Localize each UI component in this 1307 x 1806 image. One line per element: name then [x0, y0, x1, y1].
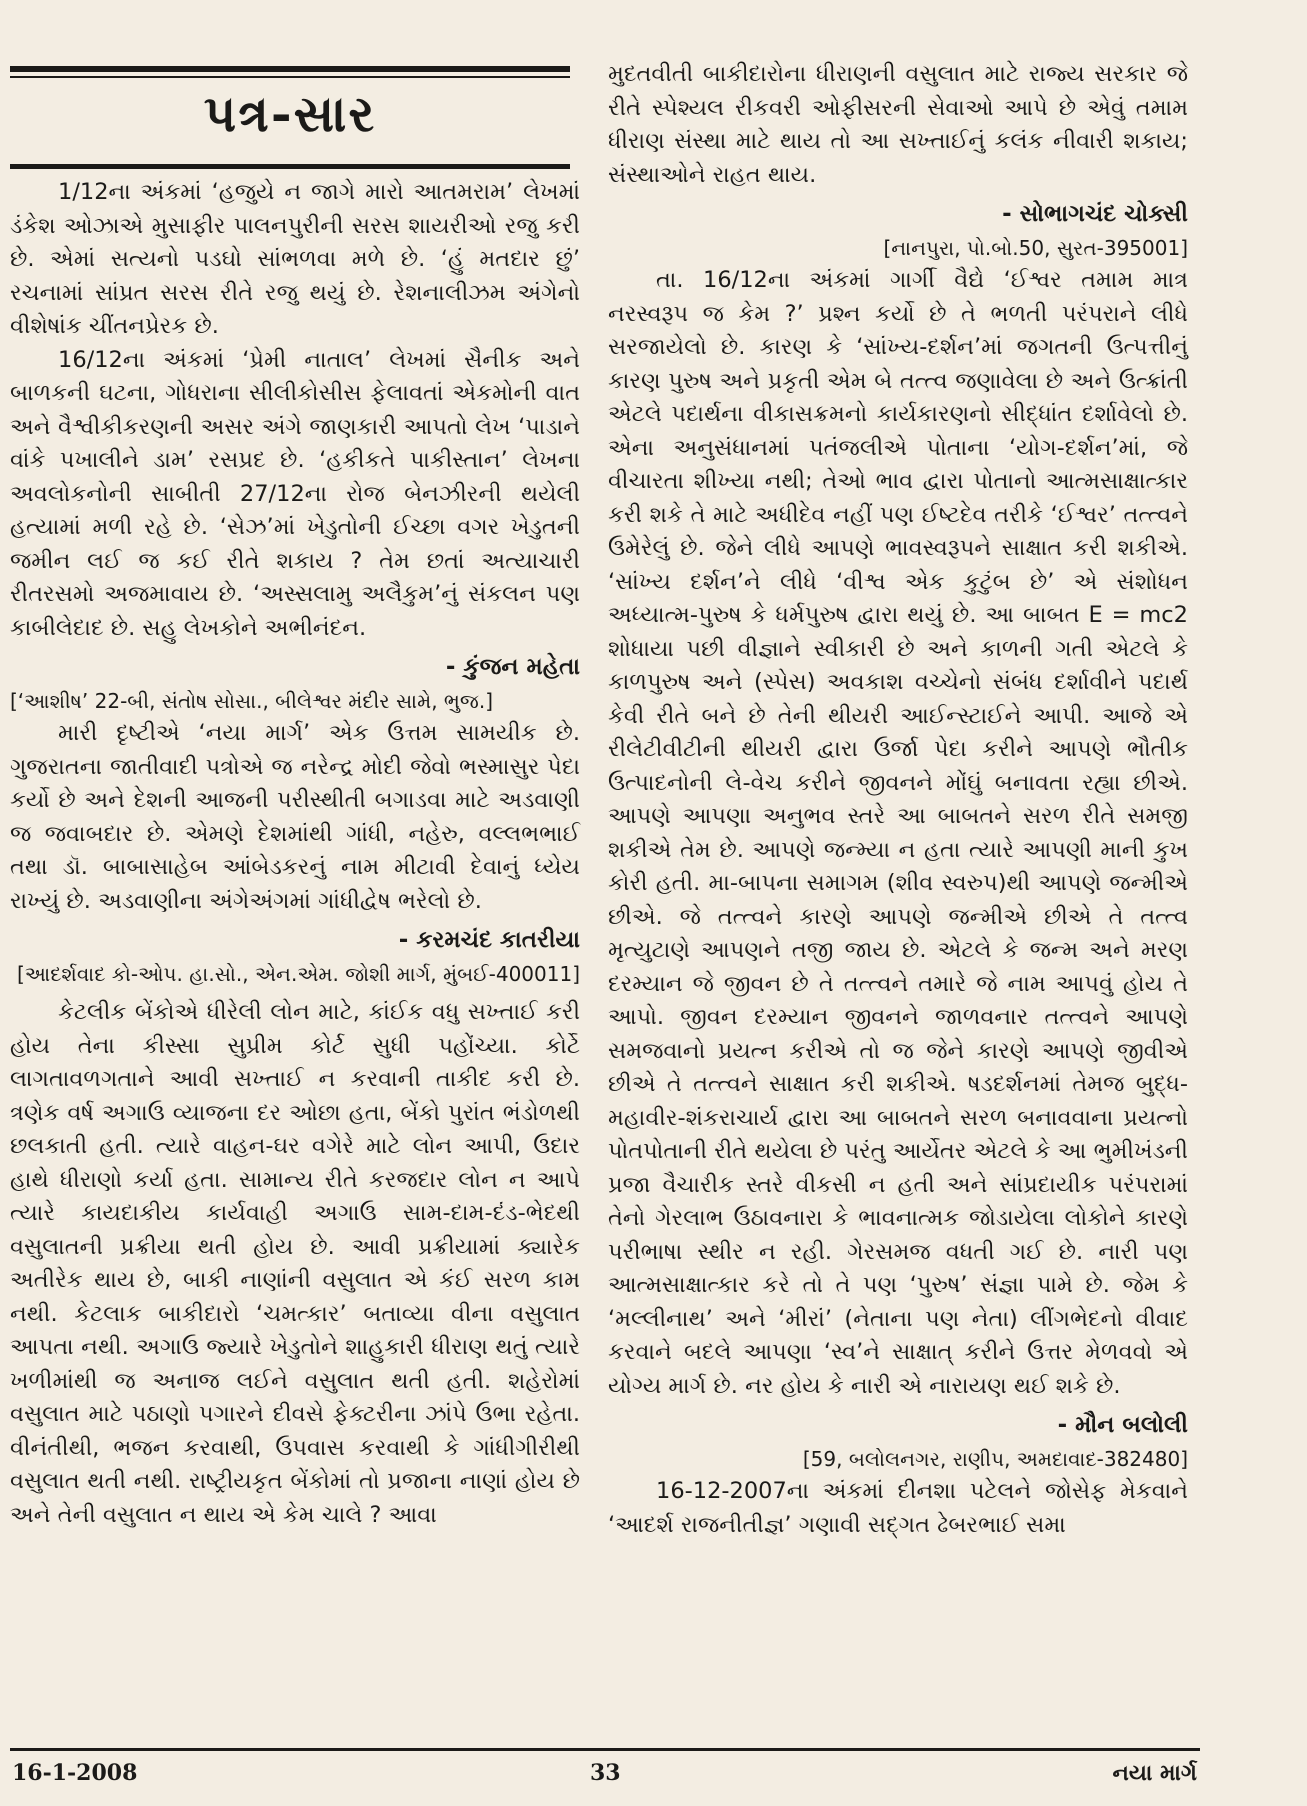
letter-3-signature: - સોભાગચંદ ચોક્સી: [1002, 201, 1188, 227]
letter-2-signature: - કરમચંદ કાતરીયા: [398, 927, 580, 953]
letter-1: [10, 176, 580, 717]
letter-2-address: [આદર્શવાદ કો-ઓપ. હા.સો., એન.એમ. જોશી માર્ગ, મુંબઈ-400011]: [17, 962, 580, 986]
footer-rule: [10, 1748, 1200, 1751]
letter-4-address: [59, બલોલનગર, રાણીપ, અમદાવાદ-382480]: [802, 1447, 1188, 1471]
letter-2: [10, 717, 580, 990]
letter-3-continued-paragraph: મુદતવીતી બાકીદારોના ધીરાણની વસુલાત માટે રાજ્ય સરકાર જે રીતે સ્પેશ્યલ રીકવરી ઓફીસરની સેવાઓ આપે છે એવું તમામ ધીરાણ સંસ્થા માટે થાય તો આ સખ્તાઈનું કલંક નીવારી શકાય; સંસ્થાઓને રાહત થાય.: [608, 61, 1188, 188]
letter-1-paragraph-2: 16/12ના અંકમાં ‘પ્રેમી નાતાલ’ લેખમાં સૈનીક અને બાળકની ઘટના, ગોધરાના સીલીકોસીસ ફેલાવતાં એકમોની વાત અને વૈશ્વીકીકરણની અસર અંગે જાણકારી આપતો લેખ ‘પાડાને વાંકે પખાલીને ડામ’ રસપ્રદ છે. ‘હકીકતે પાકીસ્તાન’ લેખના અવલોકનોની સાબીતી 27/12ના રોજ બેનઝીરની થયેલી હત્યામાં મળી રહે છે. ‘સેઝ’માં ખેડુતોની ઈચ્છા વગર ખેડુતની જમીન લઈ જ કઈ રીતે શકાય ? તેમ છતાં અત્યાચારી રીતરસમો અજમાવાય છે. ‘અસ્સલામુ અલૈકુમ’નું સંકલન પણ કાબીલેદાદ છે. સહુ લેખકોને અભીનંદન.: [10, 346, 580, 641]
section-title: પત્ર-સાર: [203, 84, 377, 143]
letter-4-signature: - મૌન બલોલી: [1057, 1412, 1188, 1438]
letter-3-continued: [608, 58, 1188, 264]
magazine-name: નયા માર્ગ: [1112, 1760, 1197, 1786]
letter-1-address: [‘આશીષ’ 22-બી, સંતોષ સોસા., બીલેશ્વર મંદીર સામે, ભુજ.]: [10, 689, 493, 713]
masthead-rule-top: [10, 66, 570, 72]
left-column: [10, 58, 580, 1532]
letter-1-paragraph-1: 1/12ના અંકમાં ‘હજુયે ન જાગે મારો આતમરામ’ લેખમાં ડંકેશ ઓઝાએ મુસાફીર પાલનપુરીની સરસ શાયરીઓ રજુ કરી છે. એમાં સત્યનો પડઘો સાંભળવા મળે છે. ‘હું મતદાર છું’ રચનામાં સાંપ્રત સરસ રીતે રજુ થયું છે. રેશનાલીઝમ અંગેનો વીશેષાંક ચીંતનપ્રેરક છે.: [10, 179, 580, 339]
letter-3: [10, 996, 580, 1532]
page-number: 33: [590, 1760, 621, 1786]
footer-date: 16-1-2008: [12, 1760, 138, 1786]
letter-5-paragraph-1: 16-12-2007ના અંકમાં દીનશા પટેલને જોસેફ મેકવાને ‘આદર્શ રાજનીતીજ્ઞ’ ગણાવી સદ્ગત ઢેબરભાઈ સમા: [608, 1478, 1188, 1538]
masthead-rule-top-thin: [10, 76, 570, 78]
letter-1-signature: - કુંજન મહેતા: [445, 654, 580, 680]
letter-3-address: [નાનપુરા, પો.બો.50, સુરત-395001]: [883, 236, 1188, 260]
letter-2-paragraph-1: મારી દૃષ્ટીએ ‘નયા માર્ગ’ એક ઉત્તમ સામયીક છે. ગુજરાતના જાતીવાદી પત્રોએ જ નરેન્દ્ર મોદી જેવો ભસ્માસુર પેદા કર્યો છે અને દેશની આજની પરીસ્થીતી બગાડવા માટે અડવાણી જ જવાબદાર છે. એમણે દેશમાંથી ગાંધી, નહેરુ, વલ્લભભાઈ તથા ડૉ. બાબાસાહેબ આંબેડકરનું નામ મીટાવી દેવાનું ધ્યેય રાખ્યું છે. અડવાણીના અંગેઅંગમાં ગાંધીદ્વેષ ભરેલો છે.: [10, 720, 580, 914]
section-masthead: [10, 58, 580, 176]
letter-4: [608, 264, 1188, 1475]
letter-4-paragraph-1: તા. 16/12ના અંકમાં ગાર્ગી વૈદ્યે ‘ઈશ્વર તમામ માત્ર નરસ્વરૂપ જ કેમ ?’ પ્રશ્ન કર્યો છે તે ભળતી પરંપરાને લીધે સરજાયેલો છે. કારણ કે ‘સાંખ્ય-દર્શન’માં જગતની ઉત્પત્તીનું કારણ પુરુષ અને પ્રકૃતી એમ બે તત્ત્વ જણાવેલા છે અને ઉત્ક્રાંતી એટલે પદાર્થના વીકાસક્રમનો કાર્યકારણનો સીદ્ધાંત દર્શાવેલો છે. એના અનુસંધાનમાં પતંજલીએ પોતાના ‘યોગ-દર્શન’માં, જે વીચારતા શીખ્યા નથી; તેઓ ભાવ દ્વારા પોતાનો આત્મસાક્ષાત્કાર કરી શકે તે માટે અધીદેવ નહીં પણ ઈષ્ટદેવ તરીકે ‘ઈશ્વર’ તત્ત્વને ઉમેરેલું છે. જેને લીધે આપણે ભાવસ્વરૂપને સાક્ષાત કરી શકીએ. ‘સાંખ્ય દર્શન’ને લીધે ‘વીશ્વ એક કુટુંબ છે’ એ સંશોધન અધ્યાત્મ-પુરુષ કે ધર્મપુરુષ દ્વારા થયું છે. આ બાબત E = mc2 શોધાયા પછી વીજ્ઞાને સ્વીકારી છે અને કાળની ગતી એટલે કે કાળપુરુષ અને (સ્પેસ) અવકાશ વચ્ચેનો સંબંધ દર્શાવીને પદાર્થ કેવી રીતે બને છે તેની થીયરી આઈન્સ્ટાઈને આપી. આજે એ રીલેટીવીટીની થીયરી દ્વારા ઉર્જા પેદા કરીને આપણે ભૌતીક ઉત્પાદનોની લે-વેચ કરીને જીવનને મોંઘું બનાવતા રહ્યા છીએ. આપણે આપણા અનુભવ સ્તરે આ બાબતને સરળ રીતે સમજી શકીએ તેમ છે. આપણે જન્મ્યા ન હતા ત્યારે આપણી માની કુખ કોરી હતી. મા-બાપના સમાગમ (શીવ સ્વરુપ)થી આપણે જન્મીએ છીએ. જે તત્ત્વને કારણે આપણે જન્મીએ છીએ તે તત્ત્વ મૃત્યુટાણે આપણને તજી જાય છે. એટલે કે જન્મ અને મરણ દરમ્યાન જે જીવન છે તે તત્ત્વને તમારે જે નામ આપવું હોય તે આપો. જીવન દરમ્યાન જીવનને જાળવનાર તત્ત્વને આપણે સમજવાનો પ્રયત્ન કરીએ તો જ જેને કારણે આપણે જીવીએ છીએ તે તત્ત્વને સાક્ષાત કરી શકીએ. ષડદર્શનમાં તેમજ બુદ્ધ-મહાવીર-શંકરાચાર્ય દ્વારા આ બાબતને સરળ બનાવવાના પ્રયત્નો પોતપોતાની રીતે થયેલા છે પરંતુ આર્યેતર એટલે કે આ ભુમીખંડની પ્રજા વૈચારીક સ્તરે વીકસી ન હતી અને સાંપ્રદાયીક પરંપરામાં તેનો ગેરલાભ ઉઠાવનારા કે ભાવનાત્મક જોડાયેલા લોકોને કારણે પરીભાષા સ્થીર ન રહી. ગેરસમજ વધતી ગઈ છે. નારી પણ આત્મસાક્ષાત્કાર કરે તો તે પણ ‘પુરુષ’ સંજ્ઞા પામે છે. જેમ કે ‘મલ્લીનાથ’ અને ‘મીરાં’ (નેતાના પણ નેતા) લીંગભેદનો વીવાદ કરવાને બદલે આપણા ‘સ્વ’ને સાક્ષાત્ કરીને ઉત્તર મેળવવો એ યોગ્ય માર્ગ છે. નર હોય કે નારી એ નારાયણ થઈ શકે છે.: [608, 267, 1188, 1399]
letter-3-paragraph-1: કેટલીક બેંકોએ ધીરેલી લોન માટે, કાંઈક વધુ સખ્તાઈ કરી હોય તેના કીસ્સા સુપ્રીમ કોર્ટ સુધી પહોંચ્યા. કોર્ટે લાગતાવળગતાને આવી સખ્તાઈ ન કરવાની તાકીદ કરી છે. ત્રણેક વર્ષ અગાઉ વ્યાજના દર ઓછા હતા, બેંકો પુરાંત ભંડોળથી છલકાતી હતી. ત્યારે વાહન-ઘર વગેરે માટે લોન આપી, ઉદાર હાથે ધીરાણો કર્યા હતા. સામાન્ય રીતે કરજદાર લોન ન આપે ત્યારે કાયદાકીય કાર્યવાહી અગાઉ સામ-દામ-દંડ-ભેદથી વસુલાતની પ્રક્રીયા થતી હોય છે. આવી પ્રક્રીયામાં ક્યારેક અતીરેક થાય છે, બાકી નાણાંની વસુલાત એ કંઈ સરળ કામ નથી. કેટલાક બાકીદારો ‘ચમત્કાર’ બતાવ્યા વીના વસુલાત આપતા નથી. અગાઉ જ્યારે ખેડુતોને શાહુકારી ધીરાણ થતું ત્યારે ખળીમાંથી જ અનાજ લઈને વસુલાત થતી હતી. શહેરોમાં વસુલાત માટે પઠાણો પગારને દીવસે ફેક્ટરીના ઝાંપે ઉભા રહેતા. વીનંતીથી, ભજન કરવાથી, ઉપવાસ કરવાથી કે ગાંધીગીરીથી વસુલાત થતી નથી. રાષ્ટ્રીયકૃત બેંકોમાં તો પ્રજાના નાણાં હોય છે અને તેની વસુલાત ન થાય એ કેમ ચાલે ? આવા: [10, 999, 580, 1528]
masthead-rule-bottom: [10, 164, 570, 169]
letter-5: [608, 1475, 1188, 1542]
right-column: [608, 58, 1188, 1542]
